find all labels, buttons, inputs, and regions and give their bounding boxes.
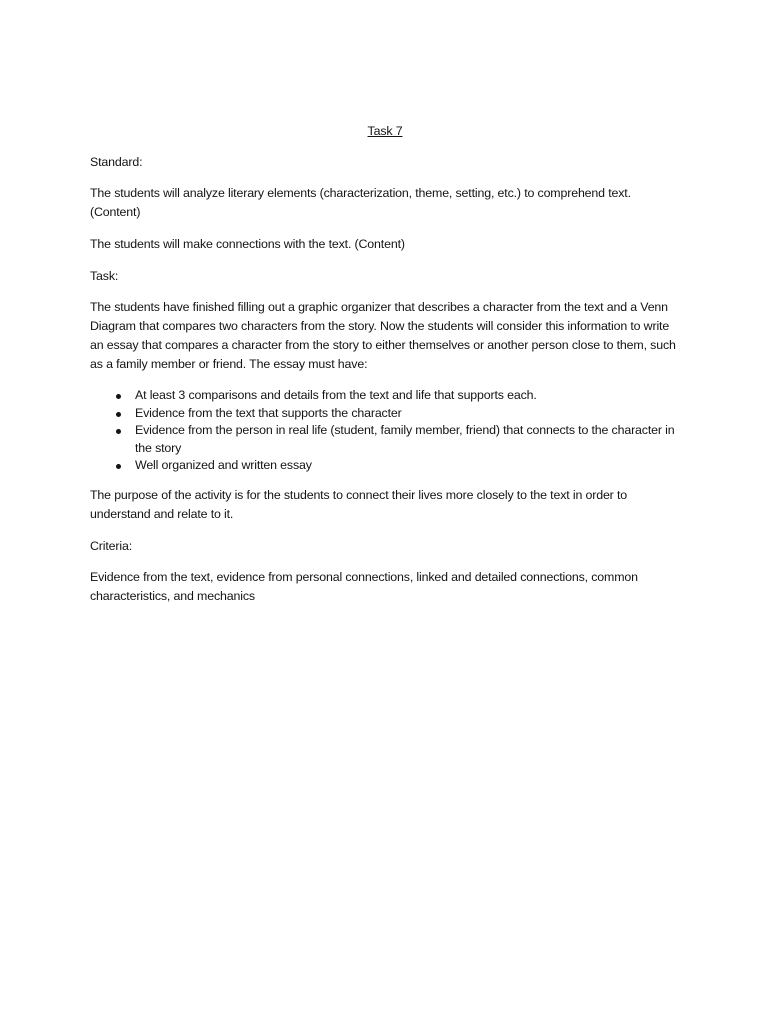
list-item-text: Well organized and written essay (135, 458, 312, 472)
standard-item-1: The students will analyze literary elements (characterization, theme, setting, etc.) to comprehend text. (Content) (90, 186, 631, 219)
list-item (90, 387, 680, 405)
list-item (90, 405, 680, 423)
task-paragraph: The students have finished filling out a graphic organizer that describes a character from the text and a Venn Diagram that compares two characters from the story. Now the students will consider this information to write an essay that compares a character from the story to either themselves or another person close to them, such as a family member or friend. The essay must have: (90, 300, 676, 371)
standard-item-2: The students will make connections with the text. (Content) (90, 237, 405, 251)
bullet-icon (116, 412, 121, 417)
list-item-text: Evidence from the text that supports the character (135, 405, 402, 420)
list-item-text: At least 3 comparisons and details from the text and life that supports each. (135, 388, 537, 402)
bullet-icon (116, 394, 121, 399)
requirements-list (90, 387, 680, 475)
standard-label: Standard: (90, 155, 143, 169)
document-title: Task 7 (367, 124, 403, 138)
document-body (90, 122, 680, 619)
task-label: Task: (90, 269, 119, 283)
list-item (90, 457, 680, 475)
list-item-text: Evidence from the person in real life (student, family member, friend) that connects to the character in the story (135, 423, 675, 455)
list-item (90, 422, 680, 457)
bullet-icon (116, 429, 121, 434)
purpose-paragraph: The purpose of the activity is for the students to connect their lives more closely to the text in order to understand and relate to it. (90, 487, 627, 521)
bullet-icon (116, 464, 121, 469)
criteria-paragraph: Evidence from the text, evidence from personal connections, linked and detailed connections, common characteristics, and mechanics (90, 569, 638, 603)
criteria-label: Criteria: (90, 538, 133, 553)
